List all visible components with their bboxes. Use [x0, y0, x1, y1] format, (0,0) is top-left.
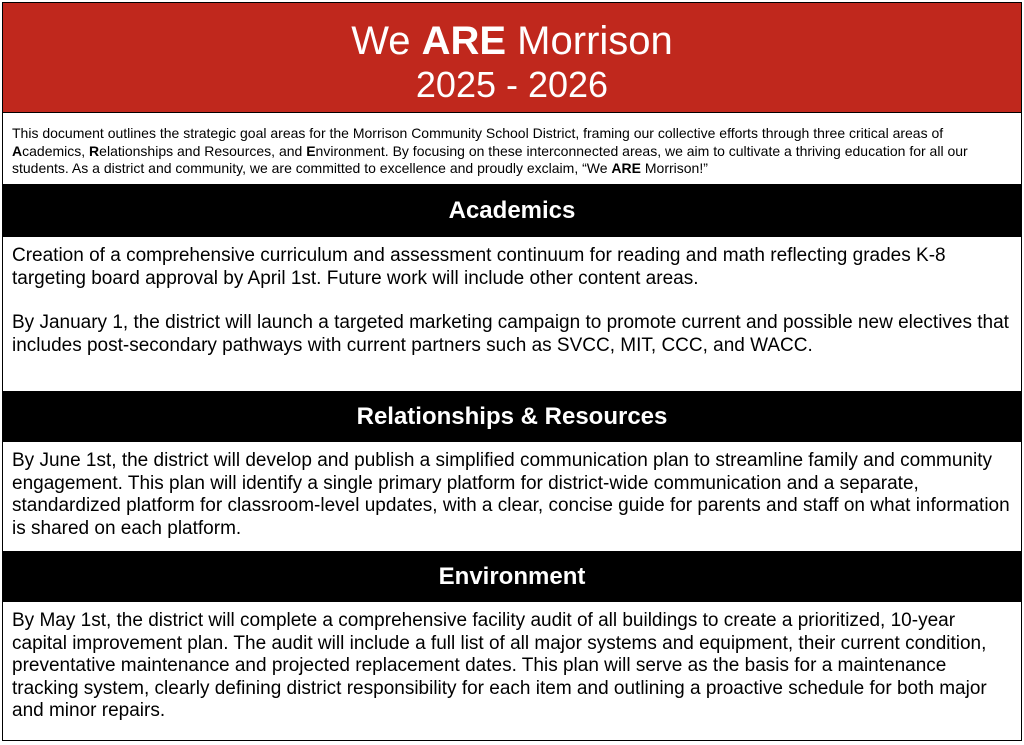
goals-document — [2, 2, 1022, 741]
intro-e-rest: nvironment. By focusing on these interconnected areas, we aim to cultivate a thriving education for all our students. As a district and community, we are committed to excellence and proudly exclaim, “We — [12, 142, 968, 176]
section-body-relationships — [3, 442, 1021, 552]
intro-r-rest: elationships and Resources, and — [99, 142, 307, 159]
academics-goal-2: By January 1, the district will launch a targeted marketing campaign to promote current and possible new electives that includes post-secondary pathways with current partners such as SVCC, MIT, CCC, and WACC. — [12, 312, 1009, 356]
environment-goal-1: By May 1st, the district will complete a comprehensive facility audit of all buildings to create a prioritized, 10-year capital improvement plan. The audit will include a full list of all major systems and equipment, their current condition, preventative maintenance and projected replacement dates. This plan will serve as the basis for a maintenance tracking system, clearly defining district responsibility for each item and outlining a proactive schedule for both major and minor repairs. — [12, 610, 987, 721]
academics-goal-1: Creation of a comprehensive curriculum and assessment continuum for reading and math reflecting grades K-8 targeting board approval by April 1st. Future work will include other content areas. — [12, 245, 946, 289]
intro-a-letter: A — [12, 142, 23, 159]
section-body-environment — [3, 602, 1021, 737]
section-heading-environment: Environment — [3, 552, 1021, 602]
title-suffix: Morrison — [506, 19, 673, 63]
title-emphasis: ARE — [421, 19, 507, 63]
section-heading-relationships: Relationships & Resources — [3, 392, 1021, 442]
intro-e-letter: E — [306, 142, 316, 159]
page-title — [3, 3, 1021, 63]
section-heading-academics: Academics — [3, 185, 1021, 237]
relationships-goal-1: By June 1st, the district will develop and publish a simplified communication plan to streamline family and community engagement. This plan will identify a single primary platform for district-wide communication and a separate, standardized platform for classroom-level updates, with a clear, concise guide for parents and staff on what information is shared on each platform. — [12, 450, 1010, 539]
intro-r-letter: R — [89, 142, 100, 159]
intro-a-rest: cademics, — [22, 142, 90, 159]
intro-paragraph — [3, 113, 1021, 185]
school-year: 2025 - 2026 — [415, 64, 609, 105]
section-body-academics — [3, 237, 1021, 392]
intro-end: Morrison!” — [640, 160, 708, 176]
title-prefix: We — [351, 19, 422, 63]
intro-text: This document outlines the strategic goal areas for the Morrison Community School District, framing our collective efforts through three critical areas of — [12, 125, 944, 141]
title-banner — [3, 3, 1021, 113]
intro-are-bold: ARE — [611, 160, 641, 176]
